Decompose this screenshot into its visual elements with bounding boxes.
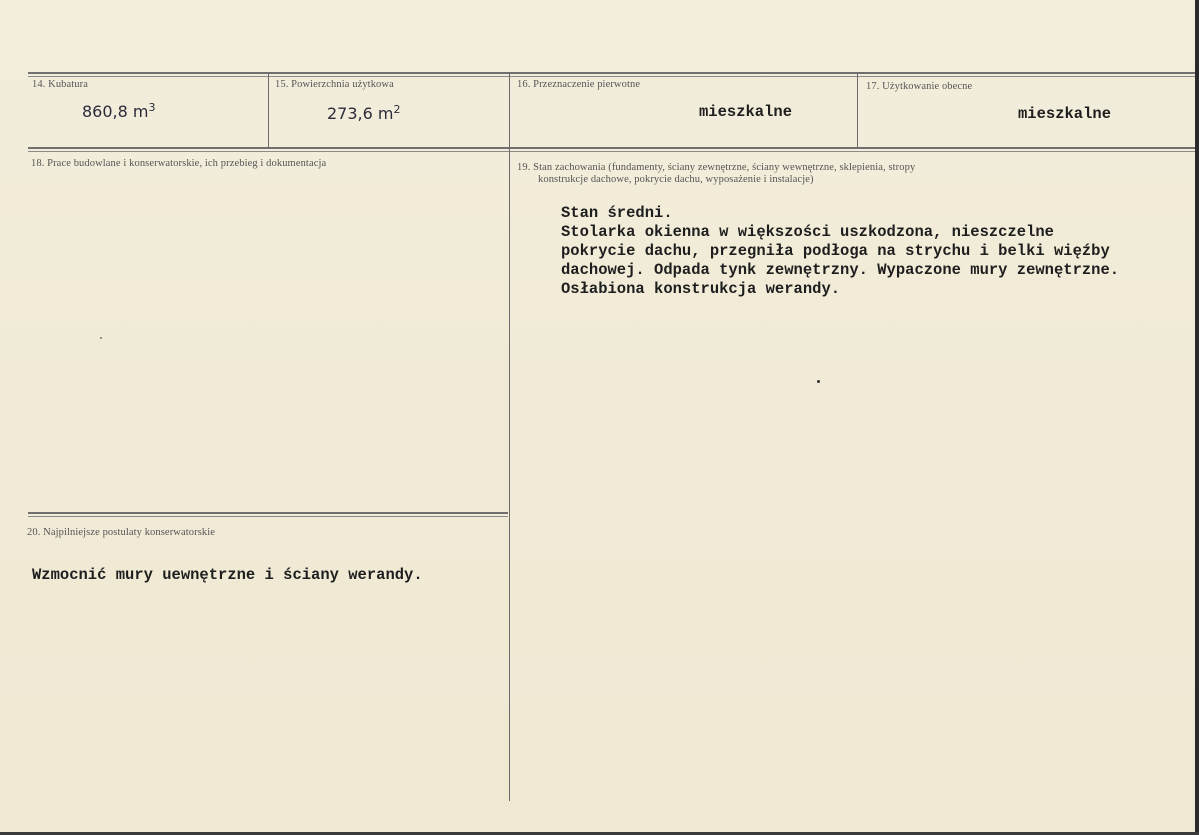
stan-line: Stolarka okienna w większości uszkodzona, nieszczelne	[561, 223, 1054, 241]
stan-line: pokrycie dachu, przegniła podłoga na strychu i belki więźby	[561, 242, 1110, 260]
divider-18-20-inner	[28, 516, 508, 517]
stan-line: dachowej. Odpada tynk zewnętrzny. Wypaczone mury zewnętrzne.	[561, 261, 1120, 279]
prace-label: 18. Prace budowlane i konserwatorskie, ich przebieg i dokumentacja	[31, 158, 327, 169]
top-rule-inner	[28, 76, 1196, 77]
uzytkowanie-value: mieszkalne	[1018, 105, 1112, 123]
divider-15-16	[509, 74, 510, 801]
row-divider-inner	[28, 151, 1196, 152]
divider-16-17	[857, 74, 858, 148]
kubatura-number: 860,8 m	[82, 102, 149, 121]
row-divider	[28, 147, 1196, 149]
kubatura-unit-exponent: 3	[148, 101, 156, 114]
stan-line: Osłabiona konstrukcja werandy.	[561, 280, 841, 298]
przeznaczenie-value: mieszkalne	[699, 103, 793, 121]
kubatura-value	[82, 101, 155, 121]
divider-14-15	[268, 74, 269, 148]
przeznaczenie-label: 16. Przeznaczenie pierwotne	[517, 79, 641, 90]
divider-18-20	[28, 512, 508, 514]
scan-edge-right	[1195, 0, 1199, 835]
paper-speck	[100, 337, 102, 339]
powierzchnia-value	[327, 103, 400, 123]
uzytkowanie-label: 17. Użytkowanie obecne	[866, 81, 973, 92]
kubatura-label: 14. Kubatura	[32, 79, 89, 90]
paper-speck	[817, 380, 820, 383]
postulaty-value: Wzmocnić mury uewnętrzne i ściany werandy.	[32, 566, 423, 584]
stan-line: Stan średni.	[561, 204, 673, 222]
stan-label-line2: konstrukcje dachowe, pokrycie dachu, wyposażenie i instalacje)	[538, 174, 814, 185]
powierzchnia-label: 15. Powierzchnia użytkowa	[275, 79, 394, 90]
powierzchnia-number: 273,6 m	[327, 104, 394, 123]
postulaty-label: 20. Najpilniejsze postulaty konserwatorskie	[27, 527, 216, 538]
top-rule	[28, 72, 1196, 74]
stan-description	[561, 204, 1119, 299]
stan-label-line1: 19. Stan zachowania (fundamenty, ściany zewnętrzne, ściany wewnętrzne, sklepienia, stropy	[517, 162, 916, 173]
powierzchnia-unit-exponent: 2	[393, 103, 401, 116]
